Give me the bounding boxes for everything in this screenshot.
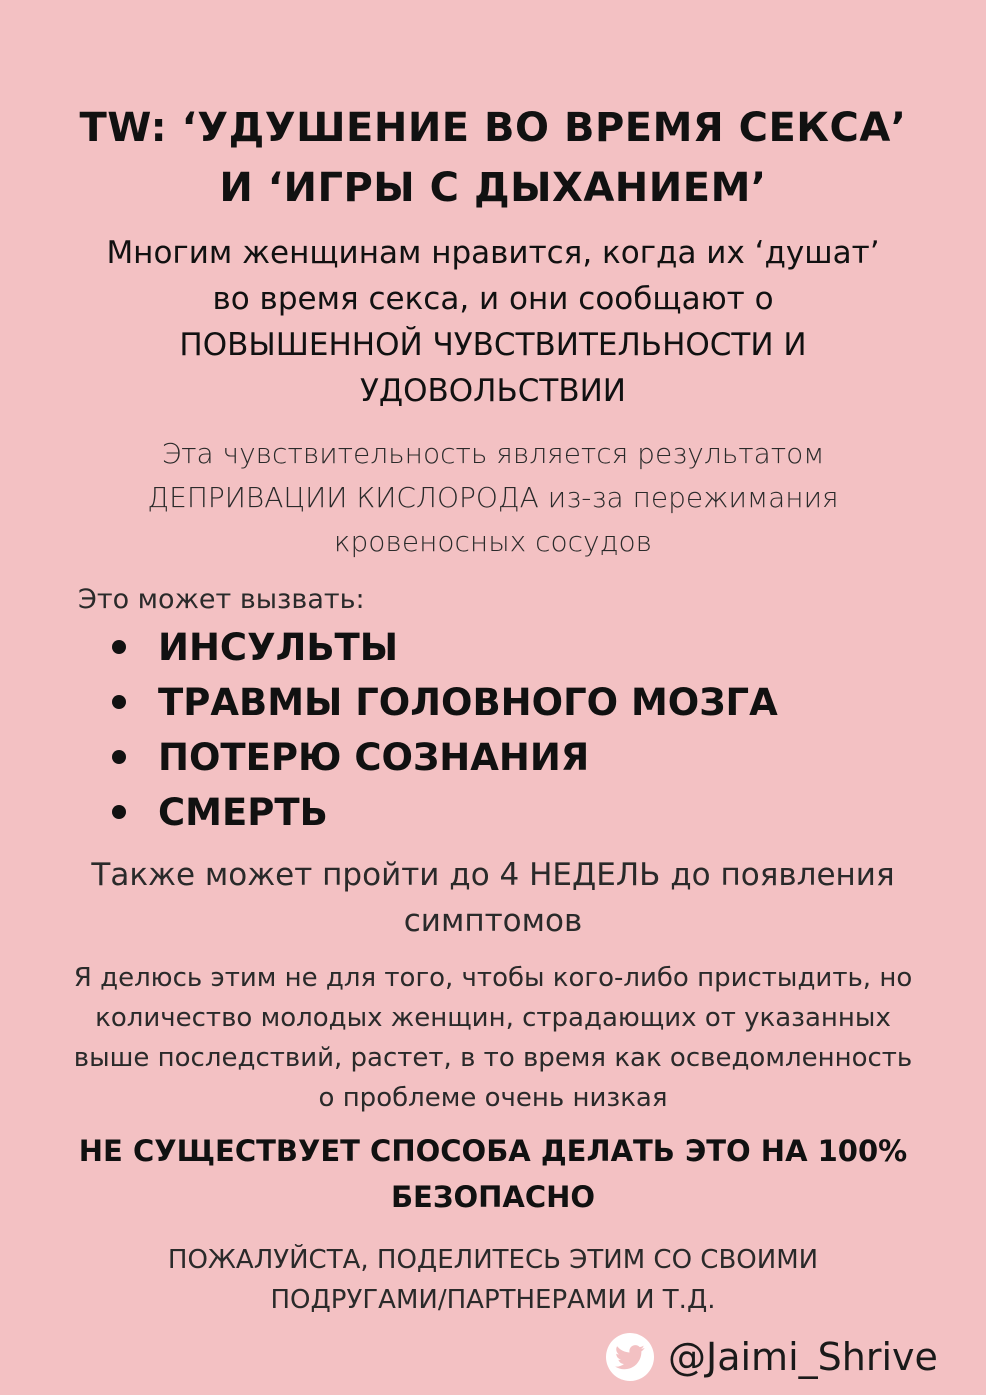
share-request [0, 1240, 986, 1320]
safety-warning [0, 1128, 986, 1220]
share-line-4: о проблеме очень низкая [318, 1083, 668, 1113]
weeks-line-2: симптомов [403, 903, 583, 939]
deprivation-line-3: кровеносных сосудов [333, 525, 653, 558]
symptom-delay-paragraph [0, 852, 986, 944]
share-line-1: Я делюсь этим не для того, чтобы кого-либо пристыдить, но [73, 963, 913, 993]
warning-line-2: БЕЗОПАСНО [390, 1180, 596, 1214]
risk-item-death [112, 785, 778, 840]
page-title [0, 98, 986, 218]
risk-label: СМЕРТЬ [158, 791, 328, 834]
risk-label: ИНСУЛЬТЫ [158, 626, 399, 669]
intro-line-2: во время секса, и они сообщают о [212, 281, 774, 317]
risk-item-unconsciousness [112, 730, 778, 785]
risk-item-stroke [112, 620, 778, 675]
risk-label: ТРАВМЫ ГОЛОВНОГО МОЗГА [158, 681, 778, 724]
risk-list [112, 620, 778, 840]
bullet-icon [112, 750, 126, 764]
twitter-bird-icon [606, 1333, 654, 1381]
intro-line-1: Многим женщинам нравится, когда их ‘душат’ [106, 235, 880, 271]
bullet-icon [112, 695, 126, 709]
deprivation-line-2: ДЕПРИВАЦИИ КИСЛОРОДА из-за пережимания [147, 481, 839, 514]
bullet-icon [112, 640, 126, 654]
twitter-handle [606, 1330, 938, 1384]
bullet-icon [112, 805, 126, 819]
intro-line-4: УДОВОЛЬСТВИИ [360, 373, 626, 409]
deprivation-line-1: Эта чувствительность является результатом [161, 437, 825, 470]
risk-label: ПОТЕРЮ СОЗНАНИЯ [158, 736, 590, 779]
share-line-2: количество молодых женщин, страдающих от указанных [95, 1003, 891, 1033]
handle-text: @Jaimi_Shrive [668, 1335, 938, 1379]
weeks-line-1: Также может пройти до 4 НЕДЕЛЬ до появления [91, 857, 895, 893]
intro-line-3: ПОВЫШЕННОЙ ЧУВСТВИТЕЛЬНОСТИ И [179, 327, 807, 363]
deprivation-paragraph [0, 432, 986, 564]
please-line-2: ПОДРУГАМИ/ПАРТНЕРАМИ И Т.Д. [270, 1285, 716, 1315]
cause-label: Это может вызвать: [78, 584, 365, 615]
title-line-2: И ‘ИГРЫ С ДЫХАНИЕМ’ [219, 165, 767, 211]
intro-paragraph [0, 230, 986, 414]
title-line-1: TW: ‘УДУШЕНИЕ ВО ВРЕМЯ СЕКСА’ [79, 105, 907, 151]
share-note-paragraph [0, 958, 986, 1118]
please-line-1: ПОЖАЛУЙСТА, ПОДЕЛИТЕСЬ ЭТИМ СО СВОИМИ [167, 1245, 819, 1275]
warning-line-1: НЕ СУЩЕСТВУЕТ СПОСОБА ДЕЛАТЬ ЭТО НА 100% [78, 1134, 908, 1168]
share-line-3: выше последствий, растет, в то время как осведомленность [73, 1043, 913, 1073]
risk-item-brain-injury [112, 675, 778, 730]
